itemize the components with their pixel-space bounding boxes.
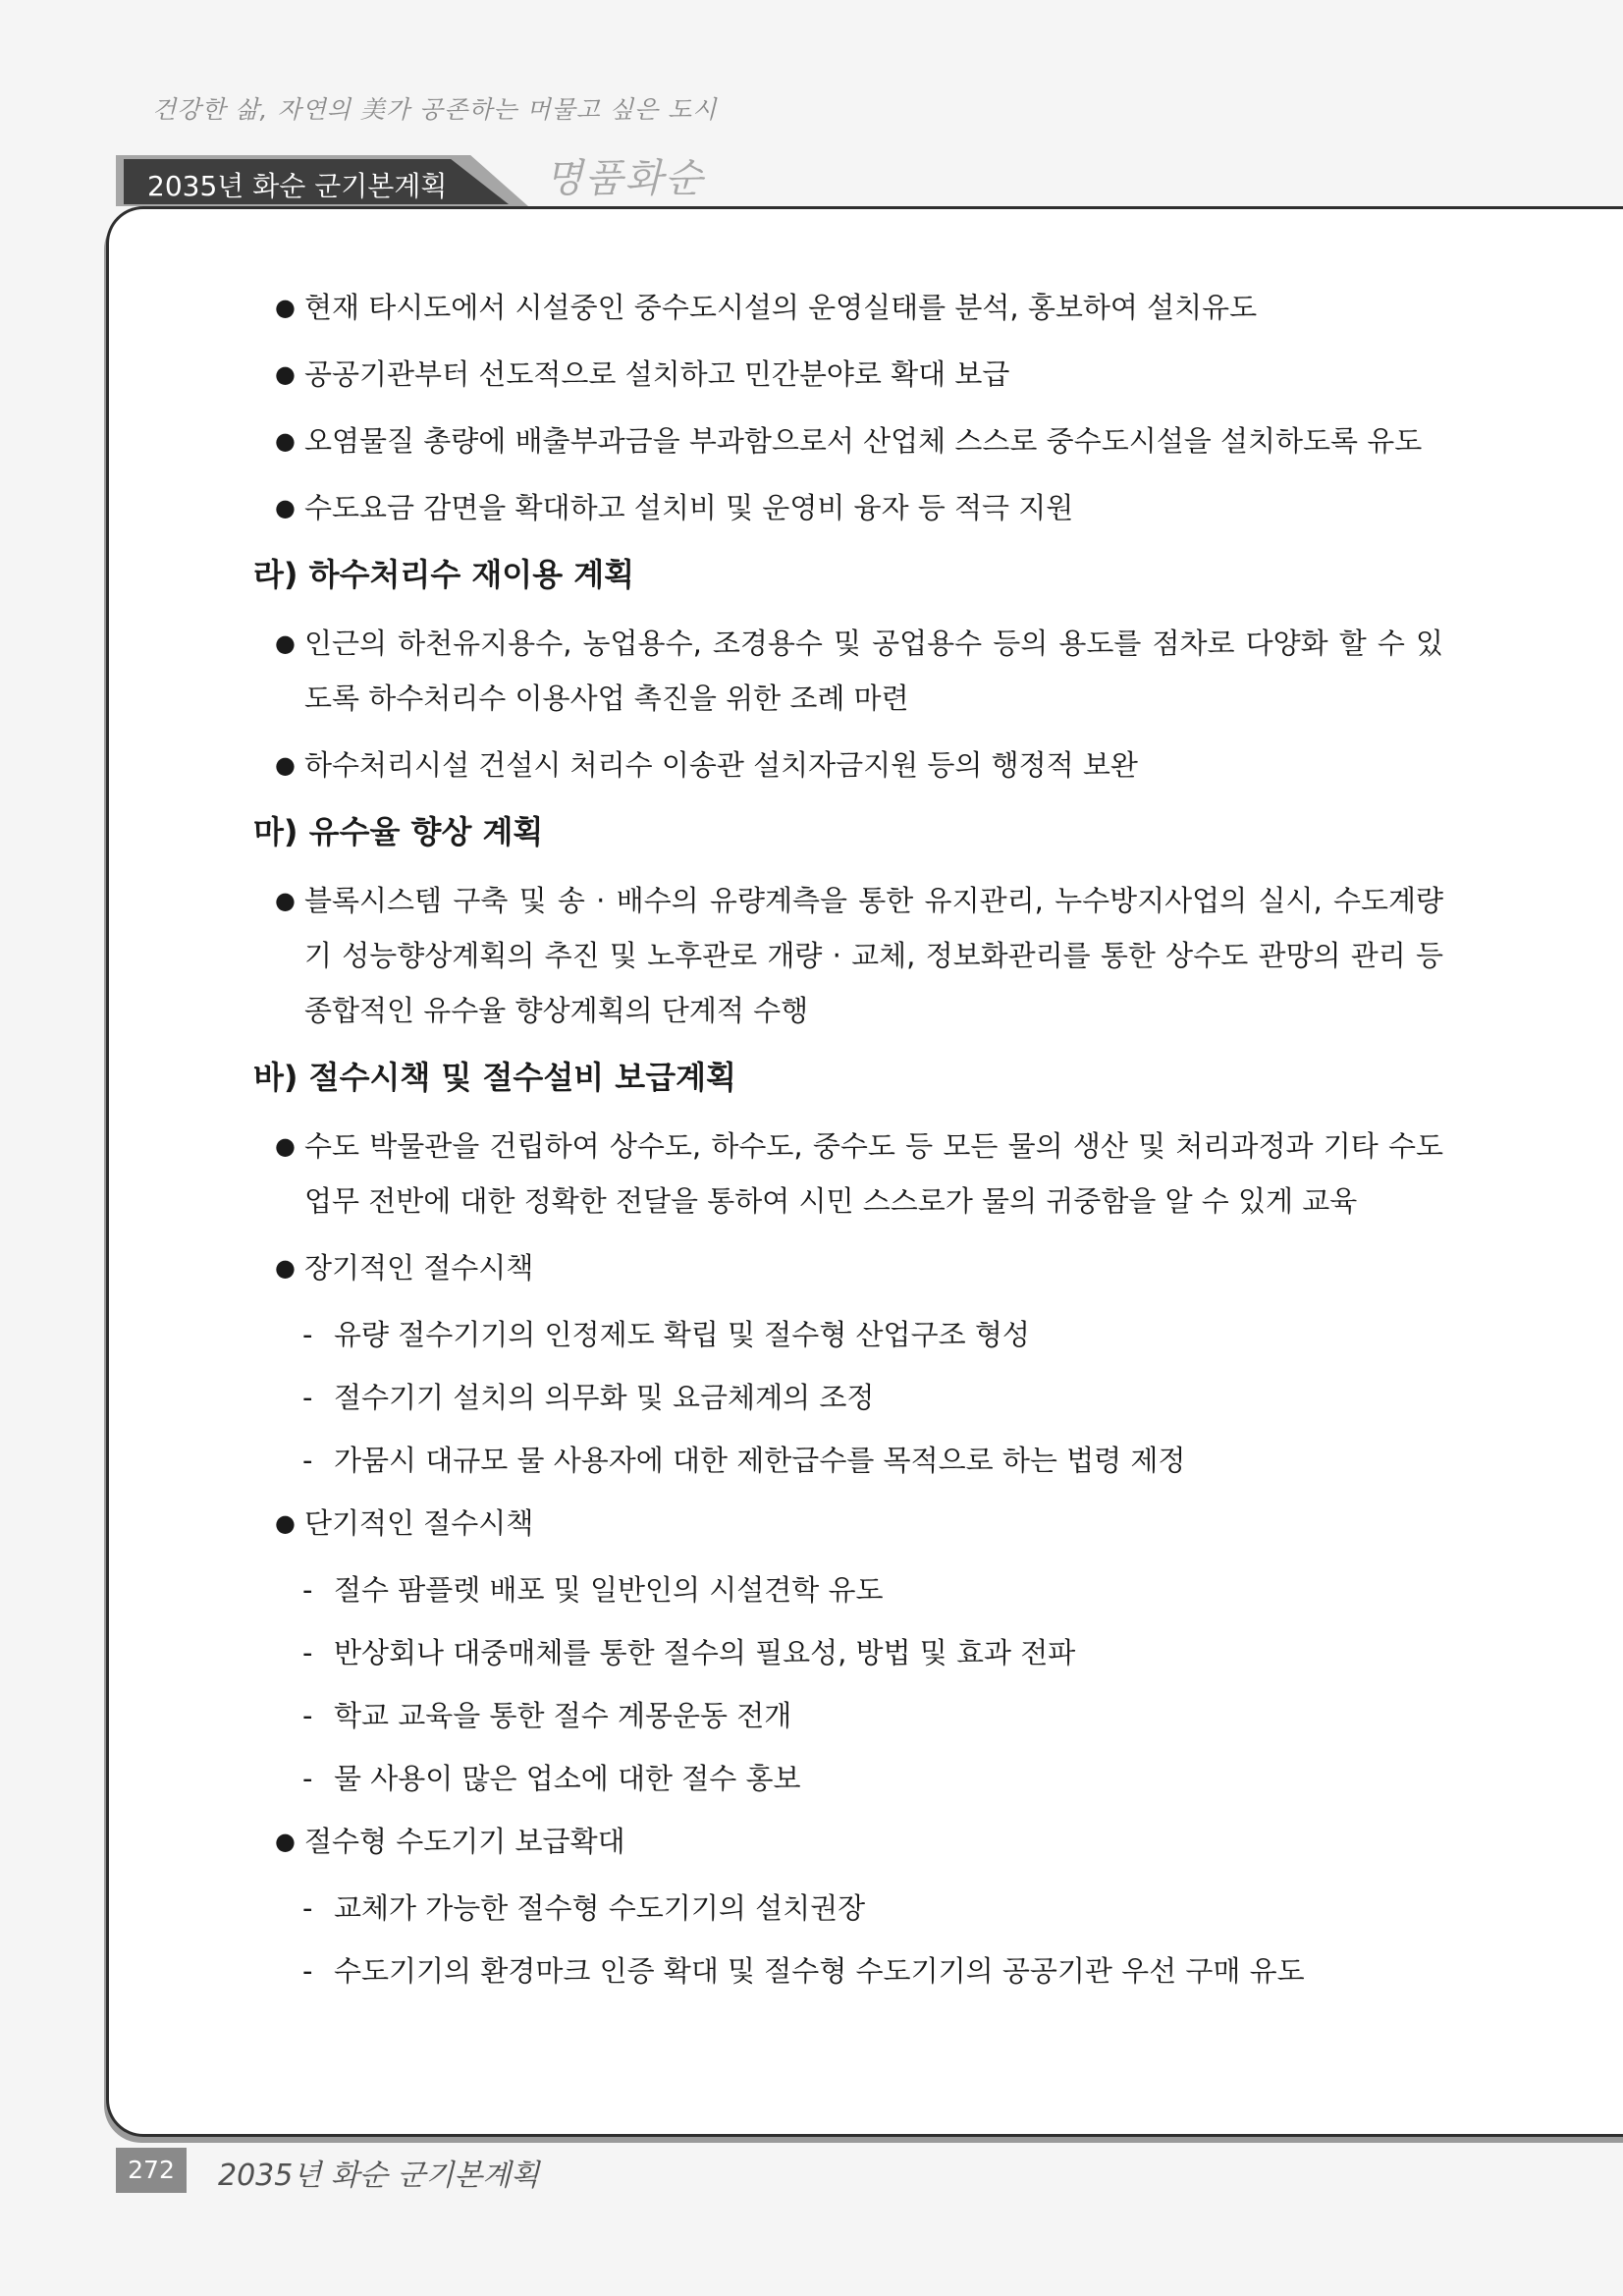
bullet-icon: ● — [275, 629, 296, 657]
list-item — [255, 1119, 1443, 1229]
header-logo: 명품화순 — [545, 156, 705, 201]
sub-list-item — [255, 1751, 1443, 1806]
page-number: 272 — [116, 2148, 187, 2193]
footer-title: 2035년 화순 군기본계획 — [218, 2159, 540, 2193]
list-item — [255, 1240, 1443, 1295]
sub-list-item — [255, 1370, 1443, 1425]
dash-icon: - — [302, 1381, 313, 1414]
sub-list-item-text: 가뭄시 대규모 물 사용자에 대한 제한급수를 목적으로 하는 법령 제정 — [334, 1444, 1186, 1477]
bullet-icon: ● — [275, 1828, 296, 1855]
list-item-text: 장기적인 절수시책 — [304, 1251, 534, 1285]
dash-icon: - — [302, 1954, 313, 1988]
dash-icon: - — [302, 1891, 313, 1925]
dash-icon: - — [302, 1318, 313, 1351]
header-slogan: 건강한 삶, 자연의 美가 공존하는 머물고 싶은 도시 — [152, 95, 718, 124]
bullet-icon: ● — [275, 494, 296, 521]
dash-icon: - — [302, 1573, 313, 1607]
list-item-text: 현재 타시도에서 시설중인 중수도시설의 운영실태를 분석, 홍보하여 설치유도 — [304, 291, 1258, 324]
list-item-text: 인근의 하천유지용수, 농업용수, 조경용수 및 공업용수 등의 용도를 점차로 다양화 할 수 있도록 하수처리수 이용사업 촉진을 위한 조례 마련 — [304, 627, 1443, 715]
list-item-text: 수도요금 감면을 확대하고 설치비 및 운영비 융자 등 적극 지원 — [304, 491, 1074, 524]
bullet-icon: ● — [275, 427, 296, 455]
list-item-text: 오염물질 총량에 배출부과금을 부과함으로서 산업체 스스로 중수도시설을 설치하도록 유도 — [304, 424, 1423, 458]
list-item-text: 수도 박물관을 건립하여 상수도, 하수도, 중수도 등 모든 물의 생산 및 처리과정과 기타 수도업무 전반에 대한 정확한 전달을 통하여 시민 스스로가 물의 귀중함을 알 수 있게 교육 — [304, 1129, 1443, 1218]
sub-list-item — [255, 1307, 1443, 1362]
list-item-text: 공공기관부터 선도적으로 설치하고 민간분야로 확대 보급 — [304, 357, 1010, 391]
sub-list-item — [255, 1562, 1443, 1617]
list-item-text: 블록시스템 구축 및 송 · 배수의 유량계측을 통한 유지관리, 누수방지사업의 실시, 수도계량기 성능향상계획의 추진 및 노후관로 개량 · 교체, 정보화관리를 통한 상수도 관망의 관리 등 종합적인 유수율 향상계획의 단계적 수행 — [304, 884, 1443, 1027]
list-item — [255, 413, 1443, 468]
sub-list-item — [255, 1688, 1443, 1743]
list-item — [255, 873, 1443, 1038]
list-item-text: 절수형 수도기기 보급확대 — [304, 1825, 625, 1858]
list-item-text: 단기적인 절수시책 — [304, 1506, 534, 1540]
list-item — [255, 480, 1443, 535]
list-item — [255, 738, 1443, 793]
sub-list-item-text: 유량 절수기기의 인정제도 확립 및 절수형 산업구조 형성 — [334, 1318, 1030, 1351]
bullet-icon: ● — [275, 887, 296, 914]
dash-icon: - — [302, 1636, 313, 1669]
list-item — [255, 1814, 1443, 1869]
bullet-icon: ● — [275, 294, 296, 321]
page-content — [255, 280, 1443, 2006]
dash-icon: - — [302, 1699, 313, 1732]
section-heading-ba: 바) 절수시책 및 절수설비 보급계획 — [253, 1059, 736, 1096]
sub-list-item — [255, 1433, 1443, 1488]
header-title: 2035년 화순 군기본계획 — [147, 170, 448, 202]
sub-list-item — [255, 1881, 1443, 1936]
bullet-icon: ● — [275, 751, 296, 779]
dash-icon: - — [302, 1762, 313, 1795]
bullet-icon: ● — [275, 360, 296, 388]
sub-list-item-text: 반상회나 대중매체를 통한 절수의 필요성, 방법 및 효과 전파 — [334, 1636, 1076, 1669]
bullet-icon: ● — [275, 1509, 296, 1537]
list-item — [255, 1496, 1443, 1551]
list-item — [255, 347, 1443, 402]
section-heading-ma: 마) 유수율 향상 계획 — [253, 813, 544, 850]
sub-list-item-text: 절수기기 설치의 의무화 및 요금체계의 조정 — [334, 1381, 875, 1414]
sub-list-item-text: 절수 팜플렛 배포 및 일반인의 시설견학 유도 — [334, 1573, 884, 1607]
sub-list-item-text: 수도기기의 환경마크 인증 확대 및 절수형 수도기기의 공공기관 우선 구매 유도 — [334, 1954, 1305, 1988]
dash-icon: - — [302, 1444, 313, 1477]
sub-list-item — [255, 1943, 1443, 1998]
sub-list-item-text: 물 사용이 많은 업소에 대한 절수 홍보 — [334, 1762, 801, 1795]
bullet-icon: ● — [275, 1132, 296, 1160]
bullet-icon: ● — [275, 1254, 296, 1282]
list-item — [255, 280, 1443, 335]
sub-list-item-text: 학교 교육을 통한 절수 계몽운동 전개 — [334, 1699, 792, 1732]
list-item — [255, 616, 1443, 726]
section-heading-ra: 라) 하수처리수 재이용 계획 — [253, 556, 635, 593]
sub-list-item — [255, 1625, 1443, 1680]
sub-list-item-text: 교체가 가능한 절수형 수도기기의 설치권장 — [334, 1891, 866, 1925]
list-item-text: 하수처리시설 건설시 처리수 이송관 설치자금지원 등의 행정적 보완 — [304, 748, 1138, 782]
